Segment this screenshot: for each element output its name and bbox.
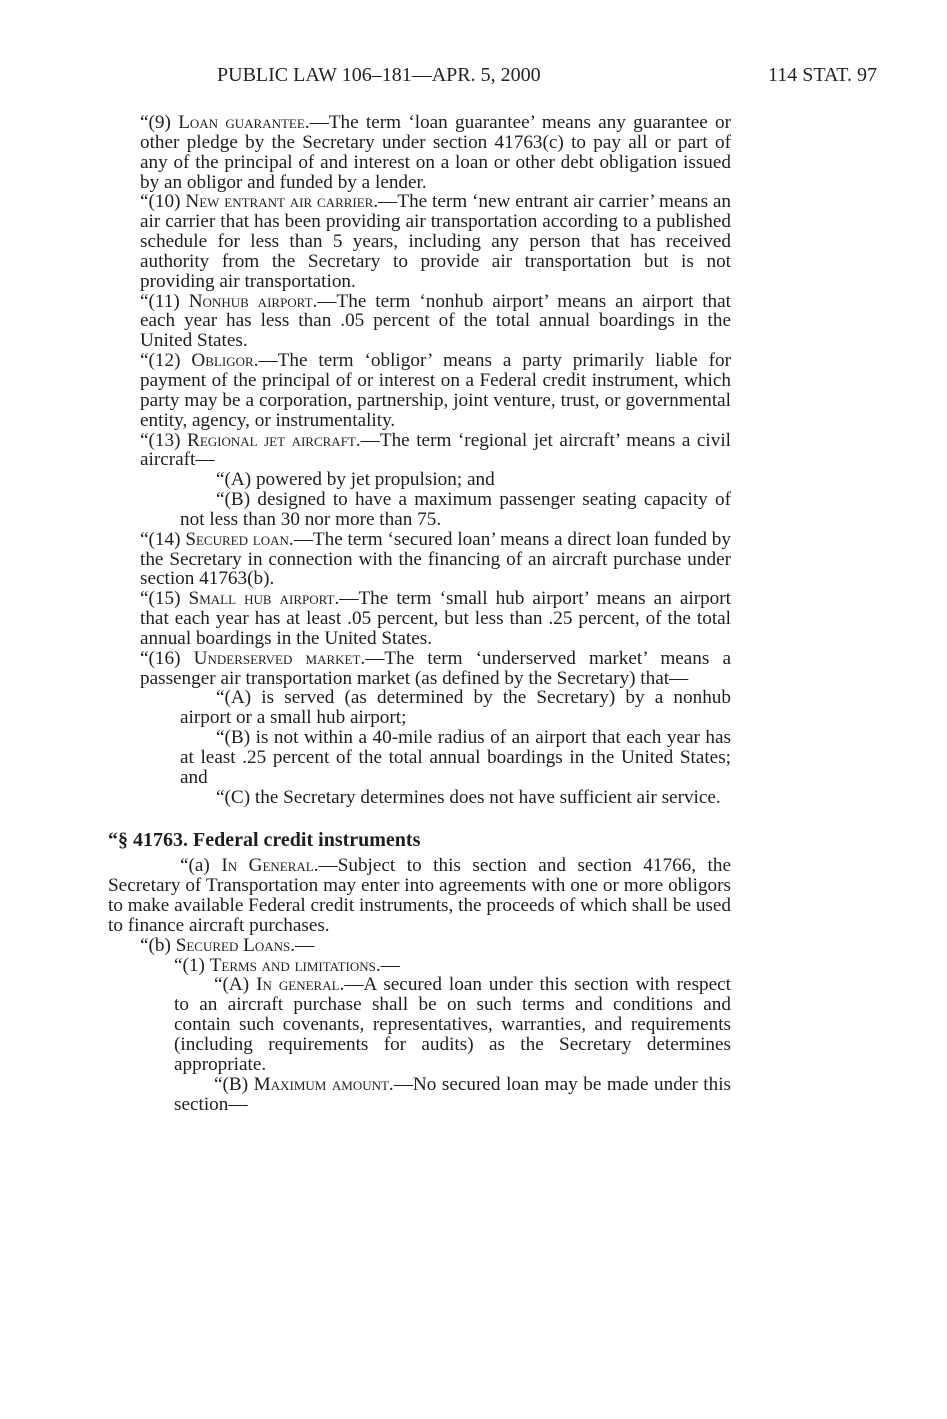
subsection-b: “(b) Secured Loans.— xyxy=(140,934,315,956)
definition-13: “(13) Regional jet aircraft.—The term ‘regional jet aircraft’ means a civil aircraft— xyxy=(140,429,731,471)
section-heading: “§ 41763. Federal credit instruments xyxy=(108,828,421,851)
subparagraph-b-1-a: “(A) In general.—A secured loan under this section with respect to an aircraft purchase shall be on such terms and conditions and contain such covenants, representatives, warranties, and requirements (including requirements for audits) as the Secretary determines appropriate. xyxy=(174,974,732,1075)
definition-16-c: “(C) the Secretary determines does not have sufficient air service. xyxy=(216,786,721,808)
header-page-number: 114 STAT. 97 xyxy=(768,64,877,86)
running-header xyxy=(217,60,877,90)
subparagraph-b-1-b: “(B) Maximum amount.—No secured loan may be made under this section— xyxy=(174,1073,731,1115)
definition-16: “(16) Underserved market.—The term ‘underserved market’ means a passenger air transportation market (as defined by the Secretary) that— xyxy=(140,647,732,689)
subsection-a: “(a) In General.—Subject to this section and section 41766, the Secretary of Transportation may enter into agreements with one or more obligors to make available Federal credit instruments, the proceeds of which shall be used to finance aircraft purchases. xyxy=(108,855,731,936)
definition-12: “(12) Obligor.—The term ‘obligor’ means a party primarily liable for payment of the principal of or interest on a Federal credit instrument, which party may be a corporation, partnership, joint venture, trust, or governmental entity, agency, or instrumentality. xyxy=(140,350,731,431)
paragraph-b-1: “(1) Terms and limitations.— xyxy=(174,954,400,976)
definition-16-b: “(B) is not within a 40-mile radius of an airport that each year has at least .25 percent of the total annual boardings in the United States; and xyxy=(180,727,731,788)
definition-16-a: “(A) is served (as determined by the Secretary) by a nonhub airport or a small hub airport; xyxy=(180,687,731,729)
document-body xyxy=(108,113,731,1114)
definition-10: “(10) New entrant air carrier.—The term ‘new entrant air carrier’ means an air carrier that has been providing air transportation according to a published schedule for less than 5 years, including any person that has received authority from the Secretary to provide air transportation but is not providing air transportation. xyxy=(140,191,732,292)
definition-11: “(11) Nonhub airport.—The term ‘nonhub airport’ means an airport that each year has less than .05 percent of the total annual boardings in the United States. xyxy=(140,290,731,352)
definition-13-b: “(B) designed to have a maximum passenger seating capacity of not less than 30 nor more than 75. xyxy=(180,489,731,530)
header-citation: PUBLIC LAW 106–181—APR. 5, 2000 xyxy=(217,64,541,86)
definition-15: “(15) Small hub airport.—The term ‘small hub airport’ means an airport that each year has at least .05 percent, but less than .25 percent, of the total annual boardings in the United States. xyxy=(140,588,731,649)
definition-14: “(14) Secured loan.—The term ‘secured loan’ means a direct loan funded by the Secretary in connection with the financing of an aircraft purchase under section 41763(b). xyxy=(140,528,731,590)
definition-13-a: “(A) powered by jet propulsion; and xyxy=(216,469,495,491)
definition-9: “(9) Loan guarantee.—The term ‘loan guarantee’ means any guarantee or other pledge by the Secretary under section 41763(c) to pay all or part of any of the principal of and interest on a loan or other debt obligation issued by an obligor and funded by a lender. xyxy=(140,112,731,193)
